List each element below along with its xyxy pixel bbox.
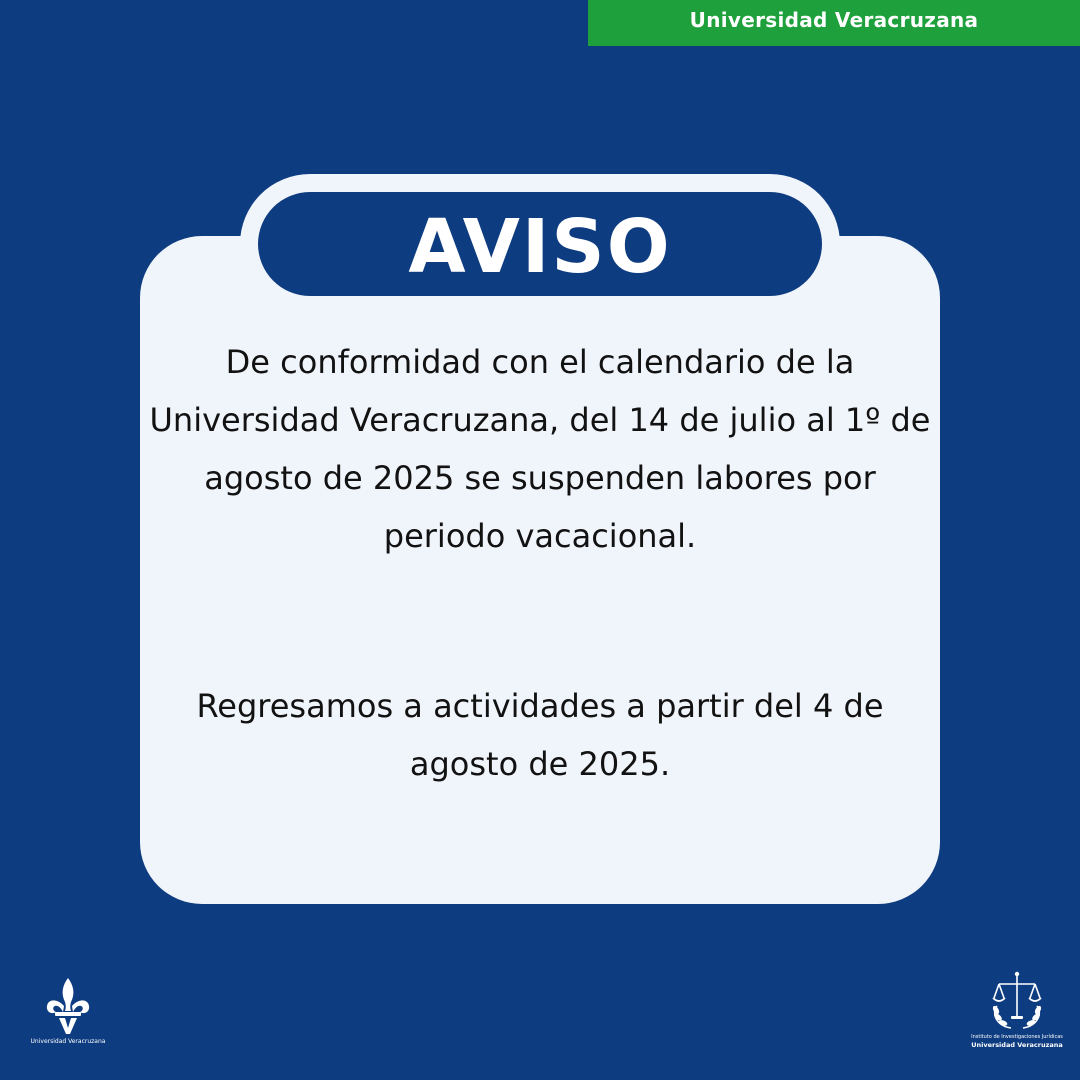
notice-title: AVISO [258,192,822,296]
iij-logo [962,970,1072,1060]
university-name-banner: Universidad Veracruzana [588,0,1080,46]
uv-logo-caption: Universidad Veracruzana [30,1038,106,1045]
uv-logo [28,976,108,1056]
notice-paragraph-suspension: De conformidad con el calendario de la Universidad Veracruzana, del 14 de julio al 1º de agosto de 2025 se suspenden labores por periodo vacacional. [149,343,931,555]
justice-scales-icon [985,970,1049,1034]
notice-paragraph-return: Regresamos a actividades a partir del 4 de agosto de 2025. [196,687,884,783]
iij-logo-caption-institute: Instituto de Investigaciones Jurídicas [971,1034,1063,1040]
fleur-de-lis-icon [45,976,91,1036]
iij-logo-caption-university: Universidad Veracruzana [971,1041,1063,1049]
